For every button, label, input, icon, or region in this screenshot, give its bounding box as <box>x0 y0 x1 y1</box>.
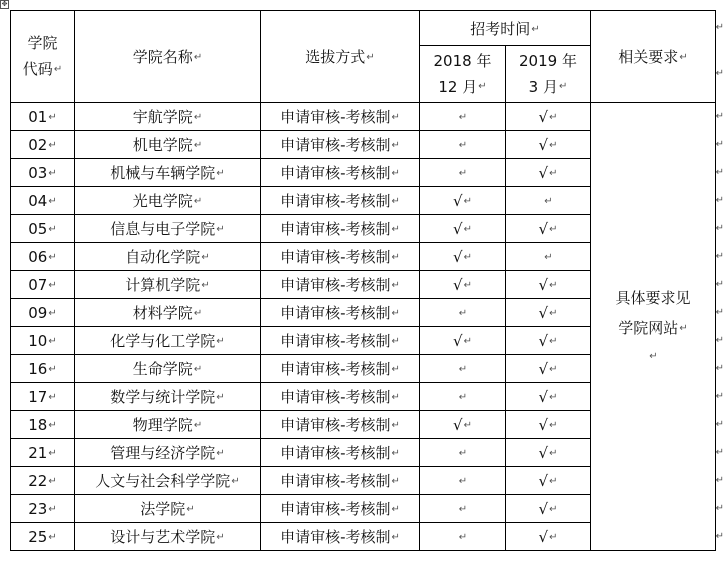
paragraph-mark-icon: ↵ <box>531 23 540 35</box>
college-name-cell-text: 信息与电子学院 <box>110 220 216 238</box>
row-end-mark-icon: ↵ <box>715 447 724 458</box>
exam-2019-mar-cell <box>506 103 591 131</box>
paragraph-mark-icon: ↵ <box>48 531 57 543</box>
row-end-mark-icon: ↵ <box>715 335 724 346</box>
selection-method-cell-text: 申请审核-考核制 <box>280 500 391 518</box>
paragraph-mark-icon: ↵ <box>391 476 400 487</box>
exam-2019-mar-cell <box>506 131 591 159</box>
exam-2019-mar-cell-text: √ <box>538 527 549 546</box>
exam-2019-mar-cell <box>506 187 591 215</box>
exam-2019-mar-cell <box>506 355 591 383</box>
exam-2018-dec-cell <box>420 187 506 215</box>
paragraph-mark-icon: ↵ <box>549 503 558 515</box>
paragraph-mark-icon: ↵ <box>48 139 57 151</box>
exam-2019-mar-cell <box>506 243 591 271</box>
selection-method-cell-text: 申请审核-考核制 <box>280 444 391 462</box>
paragraph-mark-icon: ↵ <box>216 336 225 347</box>
exam-2018-dec-cell <box>420 467 506 495</box>
college-code-cell-text: 17 <box>28 387 48 406</box>
exam-2019-mar-cell <box>506 271 591 299</box>
paragraph-mark-icon: ↵ <box>458 503 468 515</box>
paragraph-mark-icon: ↵ <box>549 139 558 151</box>
exam-2018-dec-cell <box>420 355 506 383</box>
selection-method-cell <box>261 299 420 327</box>
header-name-cell <box>75 11 261 103</box>
college-name-cell-text: 机电学院 <box>132 136 193 154</box>
college-code-cell-text: 09 <box>28 303 48 322</box>
paragraph-mark-icon: ↵ <box>193 112 203 123</box>
paragraph-mark-icon: ↵ <box>391 308 400 319</box>
college-name-cell-text: 宇航学院 <box>132 108 193 126</box>
paragraph-mark-icon: ↵ <box>193 420 203 431</box>
row-end-mark-icon: ↵ <box>715 503 724 514</box>
college-name-cell <box>75 159 261 187</box>
exam-2019-mar-cell-text: √ <box>538 499 549 518</box>
selection-method-cell <box>261 411 420 439</box>
selection-method-cell <box>261 355 420 383</box>
exam-2019-mar-cell-text: √ <box>538 443 549 462</box>
selection-method-cell-text: 申请审核-考核制 <box>280 276 391 294</box>
selection-method-cell-text: 申请审核-考核制 <box>280 192 391 210</box>
college-code-cell-text: 06 <box>28 247 48 266</box>
exam-2018-dec-cell-text: √ <box>453 247 463 266</box>
header-exam-time: 招考时间 <box>470 19 531 38</box>
paragraph-mark-icon: ↵ <box>391 252 400 263</box>
exam-2018-dec-cell <box>420 383 506 411</box>
row-end-mark-icon: ↵ <box>715 139 724 150</box>
exam-2018-dec-cell <box>420 159 506 187</box>
paragraph-mark-icon: ↵ <box>391 224 400 235</box>
selection-method-cell-text: 申请审核-考核制 <box>280 332 391 350</box>
row-end-mark-icon: ↵ <box>715 68 724 79</box>
paragraph-mark-icon: ↵ <box>366 52 375 63</box>
paragraph-mark-icon: ↵ <box>193 52 203 63</box>
paragraph-mark-icon: ↵ <box>549 167 558 179</box>
selection-method-cell <box>261 327 420 355</box>
selection-method-cell <box>261 243 420 271</box>
row-end-mark-icon: ↵ <box>715 111 724 122</box>
college-name-cell-text: 管理与经济学院 <box>110 444 216 462</box>
selection-method-cell-text: 申请审核-考核制 <box>280 360 391 378</box>
college-code-cell <box>11 439 75 467</box>
college-code-cell <box>11 243 75 271</box>
paragraph-mark-icon: ↵ <box>48 223 57 235</box>
exam-2018-dec-cell-text: √ <box>453 191 463 210</box>
paragraph-mark-icon: ↵ <box>391 392 400 403</box>
paragraph-mark-icon: ↵ <box>458 475 468 487</box>
exam-2018-dec-cell <box>420 523 506 551</box>
college-code-cell <box>11 103 75 131</box>
paragraph-mark-icon: ↵ <box>48 335 57 347</box>
paragraph-mark-icon: ↵ <box>478 81 487 93</box>
exam-2019-mar-cell <box>506 495 591 523</box>
paragraph-mark-icon: ↵ <box>463 195 472 207</box>
college-name-cell <box>75 495 261 523</box>
exam-2018-dec-cell <box>420 103 506 131</box>
college-code-cell <box>11 383 75 411</box>
paragraph-mark-icon: ↵ <box>458 391 468 403</box>
paragraph-mark-icon: ↵ <box>391 504 400 515</box>
paragraph-mark-icon: ↵ <box>549 475 558 487</box>
selection-method-cell-text: 申请审核-考核制 <box>280 304 391 322</box>
selection-method-cell <box>261 271 420 299</box>
college-name-cell-text: 机械与车辆学院 <box>110 164 216 182</box>
header-2019-cell <box>506 46 591 103</box>
row-end-mark-icon: ↵ <box>715 531 724 542</box>
paragraph-mark-icon: ↵ <box>391 112 400 123</box>
header-row-top <box>11 11 716 46</box>
exam-2018-dec-cell <box>420 327 506 355</box>
paragraph-mark-icon: ↵ <box>48 111 57 123</box>
header-2019-month: 3 月 <box>528 77 558 96</box>
paragraph-mark-icon: ↵ <box>53 63 63 75</box>
college-code-cell-text: 03 <box>28 163 48 182</box>
paragraph-mark-icon: ↵ <box>48 363 57 375</box>
header-2018-cell <box>420 46 506 103</box>
college-code-cell <box>11 187 75 215</box>
college-name-cell <box>75 103 261 131</box>
requirements-line-2: 学院网站 <box>618 319 679 338</box>
paragraph-mark-icon: ↵ <box>549 447 558 459</box>
college-name-cell <box>75 271 261 299</box>
header-2019-year: 2019 年 <box>519 51 577 70</box>
college-code-cell-text: 07 <box>28 275 48 294</box>
exam-2019-mar-cell-text: √ <box>538 163 549 182</box>
header-name: 学院名称 <box>132 48 193 66</box>
paragraph-mark-icon: ↵ <box>48 195 57 207</box>
header-code-line-2: 代码 <box>22 60 53 79</box>
selection-method-cell-text: 申请审核-考核制 <box>280 472 391 490</box>
selection-method-cell <box>261 103 420 131</box>
college-name-cell-text: 生命学院 <box>132 360 193 378</box>
exam-2019-mar-cell <box>506 327 591 355</box>
exam-2018-dec-cell <box>420 439 506 467</box>
exam-2019-mar-cell <box>506 383 591 411</box>
paragraph-mark-icon: ↵ <box>549 111 558 123</box>
selection-method-cell <box>261 439 420 467</box>
college-code-cell-text: 25 <box>28 527 48 546</box>
selection-method-cell <box>261 187 420 215</box>
paragraph-mark-icon: ↵ <box>558 81 568 93</box>
college-code-cell <box>11 159 75 187</box>
selection-method-cell <box>261 467 420 495</box>
header-requirements: 相关要求 <box>618 48 679 66</box>
paragraph-mark-icon: ↵ <box>679 52 688 63</box>
paragraph-mark-icon: ↵ <box>216 168 225 179</box>
selection-method-cell-text: 申请审核-考核制 <box>280 108 391 126</box>
college-name-cell <box>75 327 261 355</box>
exam-2019-mar-cell-text: √ <box>538 471 549 490</box>
exam-2019-mar-cell <box>506 439 591 467</box>
selection-method-cell-text: 申请审核-考核制 <box>280 220 391 238</box>
exam-2019-mar-cell-text: √ <box>538 107 549 126</box>
paragraph-mark-icon: ↵ <box>391 280 400 291</box>
college-code-cell <box>11 467 75 495</box>
row-end-mark-icon: ↵ <box>715 307 724 318</box>
exam-2018-dec-cell <box>420 131 506 159</box>
header-2018-year: 2018 年 <box>433 51 492 70</box>
row-end-mark-icon: ↵ <box>715 167 724 178</box>
paragraph-mark-icon: ↵ <box>193 196 203 207</box>
paragraph-mark-icon: ↵ <box>216 392 225 403</box>
paragraph-mark-icon: ↵ <box>391 448 400 459</box>
header-2018-month: 12 月 <box>438 77 478 96</box>
exam-2018-dec-cell-text: √ <box>453 331 463 350</box>
college-name-cell <box>75 243 261 271</box>
college-code-cell <box>11 355 75 383</box>
college-name-cell <box>75 439 261 467</box>
selection-method-cell <box>261 131 420 159</box>
requirements-cell <box>591 103 716 551</box>
college-code-cell <box>11 271 75 299</box>
paragraph-mark-icon: ↵ <box>391 140 400 151</box>
paragraph-mark-icon: ↵ <box>391 336 400 347</box>
paragraph-mark-icon: ↵ <box>48 503 57 515</box>
college-code-cell <box>11 495 75 523</box>
paragraph-mark-icon: ↵ <box>48 475 57 487</box>
paragraph-mark-icon: ↵ <box>463 335 472 347</box>
college-code-cell-text: 02 <box>28 135 48 154</box>
paragraph-mark-icon: ↵ <box>549 307 558 319</box>
paragraph-mark-icon: ↵ <box>186 504 195 515</box>
exam-2019-mar-cell <box>506 523 591 551</box>
paragraph-mark-icon: ↵ <box>231 476 240 487</box>
exam-2019-mar-cell <box>506 299 591 327</box>
row-end-mark-icon: ↵ <box>715 419 724 430</box>
paragraph-mark-icon: ↵ <box>48 279 57 291</box>
selection-method-cell-text: 申请审核-考核制 <box>280 528 391 546</box>
paragraph-mark-icon: ↵ <box>549 223 558 235</box>
paragraph-mark-icon: ↵ <box>48 307 57 319</box>
header-requirements-cell <box>591 11 716 103</box>
selection-method-cell <box>261 159 420 187</box>
paragraph-mark-icon: ↵ <box>48 419 57 431</box>
row-end-mark-icon: ↵ <box>715 223 724 234</box>
selection-method-cell-text: 申请审核-考核制 <box>280 388 391 406</box>
college-code-cell <box>11 215 75 243</box>
paragraph-mark-icon: ↵ <box>549 391 558 403</box>
paragraph-mark-icon: ↵ <box>679 322 688 334</box>
college-code-cell-text: 10 <box>28 331 48 350</box>
paragraph-mark-icon: ↵ <box>544 195 553 207</box>
exam-2019-mar-cell <box>506 159 591 187</box>
paragraph-mark-icon: ↵ <box>391 364 400 375</box>
exam-2019-mar-cell <box>506 467 591 495</box>
exam-2019-mar-cell <box>506 411 591 439</box>
paragraph-mark-icon: ↵ <box>458 531 468 543</box>
paragraph-mark-icon: ↵ <box>193 308 203 319</box>
row-end-mark-icon: ↵ <box>715 391 724 402</box>
paragraph-mark-icon: ↵ <box>193 364 203 375</box>
paragraph-mark-icon: ↵ <box>216 224 225 235</box>
row-end-mark-icon: ↵ <box>715 195 724 206</box>
paragraph-mark-icon: ↵ <box>549 531 558 543</box>
selection-method-cell-text: 申请审核-考核制 <box>280 136 391 154</box>
paragraph-mark-icon: ↵ <box>458 307 468 319</box>
exam-2018-dec-cell-text: √ <box>453 275 463 294</box>
college-name-cell-text: 材料学院 <box>132 304 193 322</box>
college-code-cell-text: 05 <box>28 219 48 238</box>
college-code-cell-text: 04 <box>28 191 48 210</box>
header-code-line-1: 学院 <box>27 34 58 53</box>
exam-2018-dec-cell <box>420 215 506 243</box>
paragraph-mark-icon: ↵ <box>48 391 57 403</box>
selection-method-cell-text: 申请审核-考核制 <box>280 164 391 182</box>
row-end-mark-icon: ↵ <box>715 363 724 374</box>
college-name-cell <box>75 131 261 159</box>
college-name-cell-text: 设计与艺术学院 <box>110 528 216 546</box>
paragraph-mark-icon: ↵ <box>216 532 225 543</box>
row-end-mark-icon: ↵ <box>715 251 724 262</box>
selection-method-cell <box>261 523 420 551</box>
college-code-cell-text: 01 <box>28 107 48 126</box>
college-name-cell <box>75 299 261 327</box>
exam-2019-mar-cell-text: √ <box>538 415 549 434</box>
paragraph-mark-icon: ↵ <box>463 251 472 263</box>
selection-method-cell <box>261 383 420 411</box>
college-name-cell-text: 数学与统计学院 <box>110 388 216 406</box>
header-code-cell <box>11 11 75 103</box>
header-method: 选拔方式 <box>305 48 366 66</box>
selection-method-cell <box>261 495 420 523</box>
paragraph-mark-icon: ↵ <box>458 111 468 123</box>
college-code-cell-text: 21 <box>28 443 48 462</box>
exam-2019-mar-cell-text: √ <box>538 359 549 378</box>
exam-2018-dec-cell <box>420 243 506 271</box>
exam-2019-mar-cell-text: √ <box>538 275 549 294</box>
exam-2018-dec-cell <box>420 271 506 299</box>
college-name-cell <box>75 523 261 551</box>
college-code-cell-text: 23 <box>28 499 48 518</box>
paragraph-mark-icon: ↵ <box>458 167 468 179</box>
college-code-cell <box>11 299 75 327</box>
college-name-cell-text: 化学与化工学院 <box>110 332 216 350</box>
paragraph-mark-icon: ↵ <box>391 196 400 207</box>
college-name-cell <box>75 411 261 439</box>
paragraph-mark-icon: ↵ <box>544 251 553 263</box>
college-code-cell <box>11 131 75 159</box>
college-code-cell <box>11 411 75 439</box>
paragraph-mark-icon: ↵ <box>463 419 472 431</box>
selection-method-cell <box>261 215 420 243</box>
paragraph-mark-icon: ↵ <box>201 280 210 291</box>
table-row <box>11 103 716 131</box>
paragraph-mark-icon: ↵ <box>458 363 468 375</box>
college-code-cell <box>11 523 75 551</box>
paragraph-mark-icon: ↵ <box>193 140 203 151</box>
header-method-cell <box>261 11 420 103</box>
college-name-cell-text: 光电学院 <box>132 192 193 210</box>
paragraph-mark-icon: ↵ <box>201 252 210 263</box>
college-name-cell-text: 自动化学院 <box>125 248 201 266</box>
exam-2018-dec-cell <box>420 495 506 523</box>
exam-2019-mar-cell-text: √ <box>538 331 549 350</box>
exam-2019-mar-cell-text: √ <box>538 135 549 154</box>
paragraph-mark-icon: ↵ <box>48 251 57 263</box>
college-name-cell-text: 法学院 <box>140 500 186 518</box>
college-name-cell-text: 人文与社会科学学院 <box>95 472 231 490</box>
paragraph-mark-icon: ↵ <box>216 448 225 459</box>
paragraph-mark-icon: ↵ <box>391 532 400 543</box>
row-end-mark-icon: ↵ <box>715 475 724 486</box>
college-name-cell-text: 计算机学院 <box>125 276 201 294</box>
selection-method-cell-text: 申请审核-考核制 <box>280 416 391 434</box>
paragraph-mark-icon: ↵ <box>463 279 472 291</box>
paragraph-mark-icon: ↵ <box>549 335 558 347</box>
paragraph-mark-icon: ↵ <box>48 447 57 459</box>
exam-2019-mar-cell <box>506 215 591 243</box>
exam-2018-dec-cell <box>420 299 506 327</box>
exam-2019-mar-cell-text: √ <box>538 219 549 238</box>
college-name-cell-text: 物理学院 <box>132 416 193 434</box>
college-name-cell <box>75 467 261 495</box>
paragraph-mark-icon: ↵ <box>458 447 468 459</box>
paragraph-mark-icon: ↵ <box>549 279 558 291</box>
requirements-line-1: 具体要求见 <box>615 289 691 308</box>
exam-2019-mar-cell-text: √ <box>538 303 549 322</box>
paragraph-mark-icon: ↵ <box>649 350 658 362</box>
college-code-cell-text: 22 <box>28 471 48 490</box>
college-code-cell <box>11 327 75 355</box>
row-end-mark-icon: ↵ <box>715 22 724 33</box>
college-code-cell-text: 18 <box>28 415 48 434</box>
college-name-cell <box>75 355 261 383</box>
row-end-mark-icon: ↵ <box>715 279 724 290</box>
admission-table <box>10 10 716 551</box>
college-name-cell <box>75 187 261 215</box>
paragraph-mark-icon: ↵ <box>391 420 400 431</box>
exam-2018-dec-cell-text: √ <box>453 219 463 238</box>
college-name-cell <box>75 383 261 411</box>
header-exam-time-cell <box>420 11 591 46</box>
exam-2019-mar-cell-text: √ <box>538 387 549 406</box>
paragraph-mark-icon: ↵ <box>549 363 558 375</box>
table-move-handle-icon[interactable]: ✥ <box>1 0 8 8</box>
exam-2018-dec-cell <box>420 411 506 439</box>
selection-method-cell-text: 申请审核-考核制 <box>280 248 391 266</box>
paragraph-mark-icon: ↵ <box>463 223 472 235</box>
paragraph-mark-icon: ↵ <box>391 168 400 179</box>
paragraph-mark-icon: ↵ <box>48 167 57 179</box>
college-code-cell-text: 16 <box>28 359 48 378</box>
college-name-cell <box>75 215 261 243</box>
paragraph-mark-icon: ↵ <box>549 419 558 431</box>
exam-2018-dec-cell-text: √ <box>453 415 463 434</box>
paragraph-mark-icon: ↵ <box>458 139 468 151</box>
